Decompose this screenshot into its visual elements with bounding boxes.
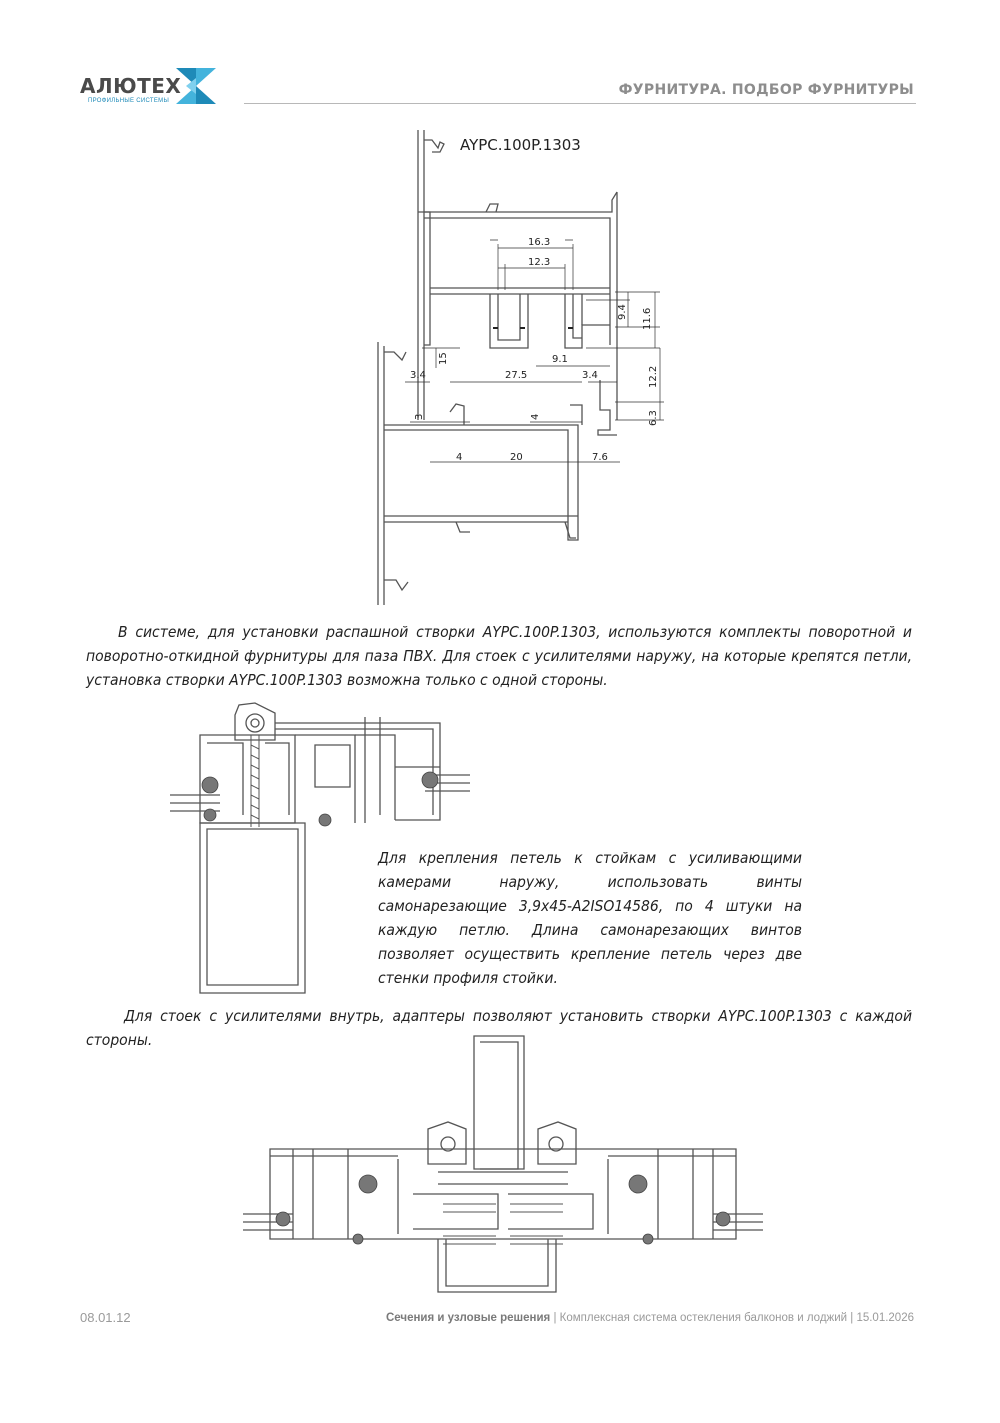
dim-label: 12.2 <box>648 365 659 388</box>
dim-label: 27.5 <box>505 370 528 381</box>
page-section-title: ФУРНИТУРА. ПОДБОР ФУРНИТУРЫ <box>618 82 914 98</box>
dim-label: 6.3 <box>648 410 659 426</box>
dim-label: 3 <box>414 413 425 420</box>
paragraph-3: Для стоек с усилителями внутрь, адаптеры позволяют установить створки AYPC.100P.1303 с каждой стороны. <box>86 1007 912 1049</box>
paragraph-2: Для крепления петель к стойкам с усиливающими камерами наружу, использовать винты самонарезающие 3,9x45-A2ISO14586, по 4 штуки на каждую петлю. Длина самонарезающих винтов позволяет осуществить крепление петель через две стенки профиля стойки. <box>378 849 802 987</box>
adapter-mullion-drawing <box>238 1034 768 1296</box>
paragraph-1: В системе, для установки распашной створки AYPC.100P.1303, используются комплекты поворотной и поворотно-откидной фурнитуры для паза ПВХ. Для стоек с усилителями наружу, на которые крепятся петли, установка створки AYPC.100P.1303 возможна только с одной стороны. <box>86 623 912 689</box>
dim-label: 20 <box>510 452 523 463</box>
dim-label: 4 <box>456 452 463 463</box>
profile-labels <box>360 120 700 620</box>
dim-label: 7.6 <box>592 452 608 463</box>
logo-subtitle: ПРОФИЛЬНЫЕ СИСТЕМЫ <box>88 98 170 104</box>
footer-doc-title: Сечения и узловые решения <box>386 1312 551 1324</box>
dim-label: 3.4 <box>410 370 426 381</box>
page-code: 08.01.12 <box>80 1310 131 1325</box>
dim-label: 9.4 <box>617 304 628 320</box>
dim-label: 11.6 <box>642 307 653 330</box>
dim-label: 16.3 <box>528 237 551 248</box>
profile-label: AYPC.100P.1303 <box>460 136 581 154</box>
dim-label: 9.1 <box>552 354 568 365</box>
dim-label: 3.4 <box>582 370 598 381</box>
footer-document-info <box>386 1312 914 1324</box>
dim-label: 12.3 <box>528 257 551 268</box>
header-divider <box>244 103 916 104</box>
logo-text: АЛЮТЕХ <box>80 74 182 98</box>
dim-label: 4 <box>530 413 541 420</box>
logo-mark-icon <box>174 66 218 106</box>
dim-label: 15 <box>438 352 449 365</box>
footer-doc-rest: | Комплексная система остекления балконов и лоджий | 15.01.2026 <box>553 1312 914 1324</box>
